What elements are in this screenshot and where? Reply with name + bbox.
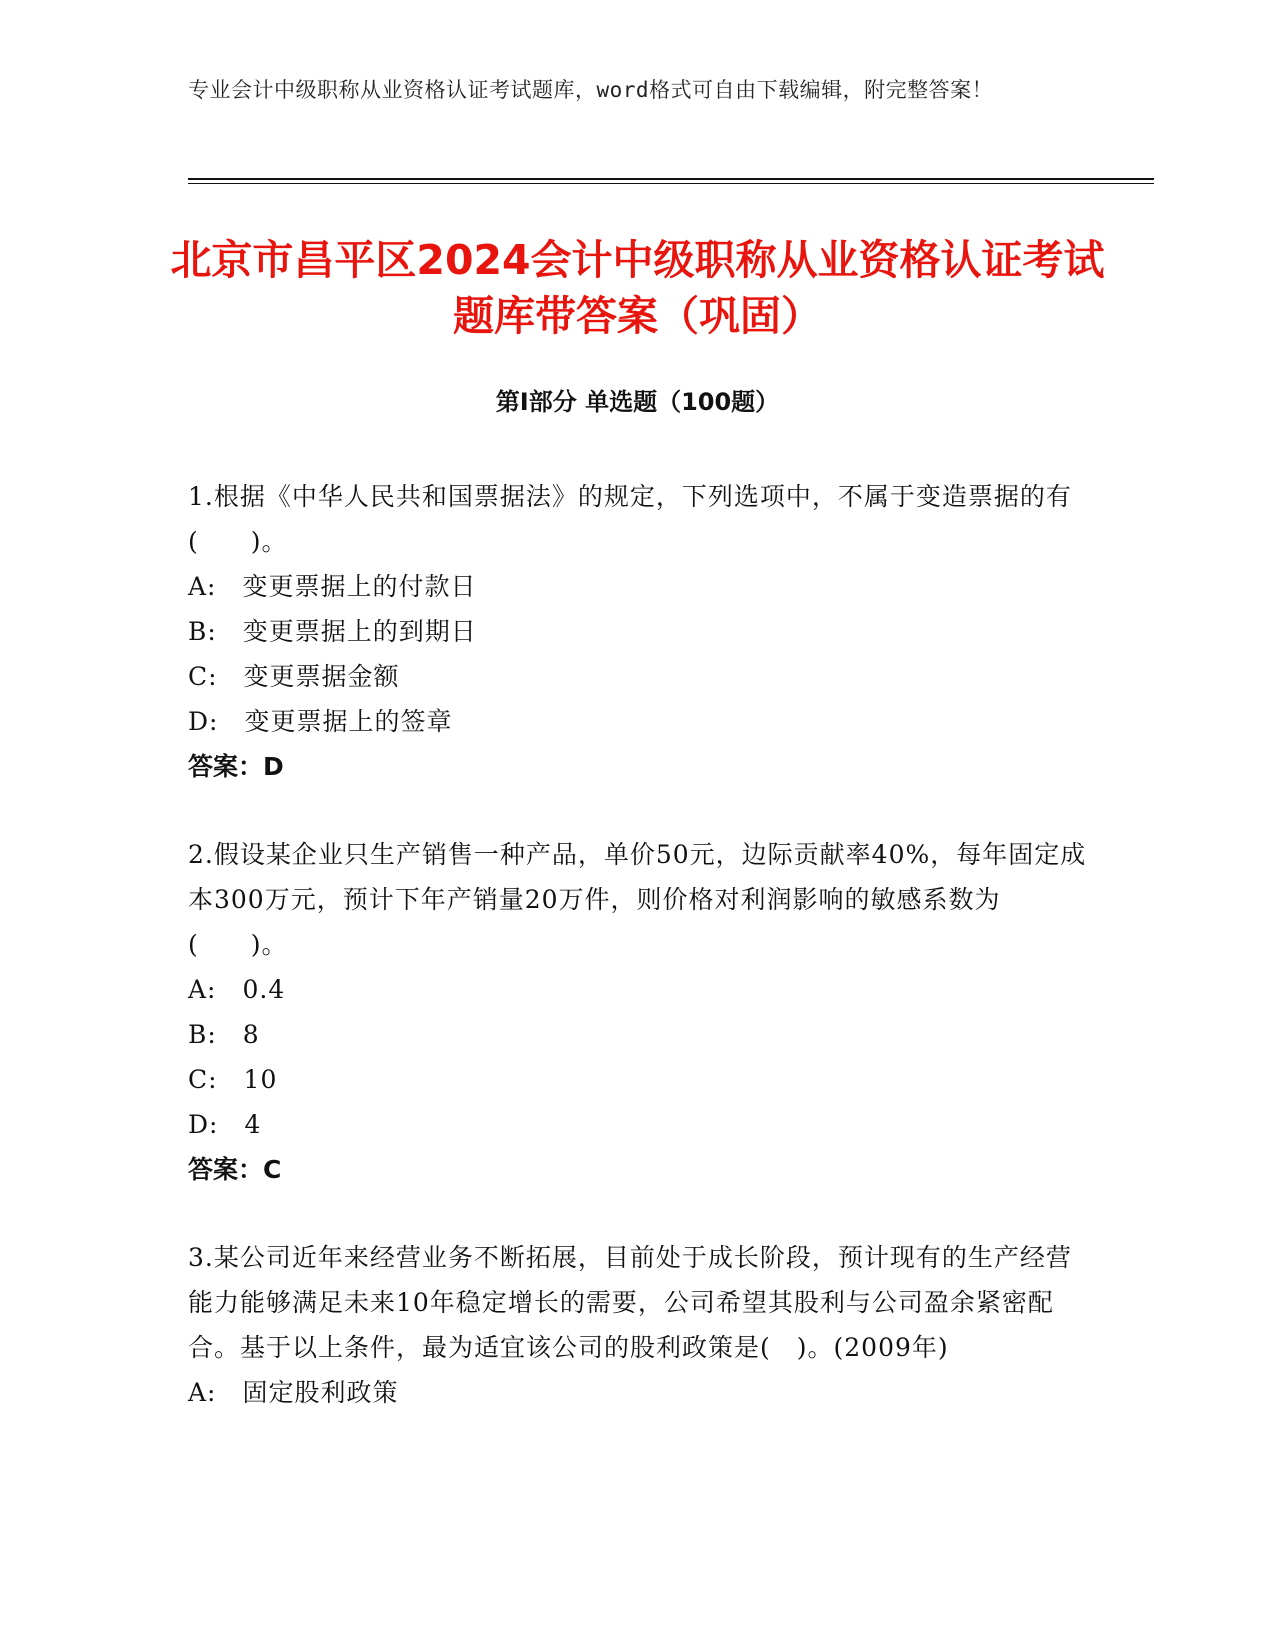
section-heading: 第Ⅰ部分 单选题（100题） <box>495 388 780 416</box>
question-list <box>188 474 1088 1458</box>
option-d: D: 变更票据上的签章 <box>188 707 453 736</box>
option-a: A: 固定股利政策 <box>188 1378 399 1407</box>
option-a: A: 0.4 <box>188 975 286 1004</box>
option-d: D: 4 <box>188 1110 262 1139</box>
question-1 <box>188 474 1088 789</box>
question-3 <box>188 1235 1088 1415</box>
header-divider-thick <box>188 178 1154 180</box>
answer-line: 答案：D <box>188 752 284 781</box>
question-stem: 1.根据《中华人民共和国票据法》的规定，下列选项中，不属于变造票据的有( )。 <box>188 482 1072 556</box>
header-divider-thin <box>188 183 1154 184</box>
option-b: B: 8 <box>188 1020 260 1049</box>
option-b: B: 变更票据上的到期日 <box>188 617 477 646</box>
header-note: 专业会计中级职称从业资格认证考试题库，word格式可自由下载编辑，附完整答案！ <box>188 78 994 102</box>
option-c: C: 变更票据金额 <box>188 662 400 691</box>
question-stem: 2.假设某企业只生产销售一种产品，单价50元，边际贡献率40%，每年固定成本300万元，预计下年产销量20万件，则价格对利润影响的敏感系数为( )。 <box>188 840 1087 959</box>
answer-line: 答案：C <box>188 1155 282 1184</box>
option-a: A: 变更票据上的付款日 <box>188 572 477 601</box>
document-title: 北京市昌平区2024会计中级职称从业资格认证考试题库带答案（巩固） <box>170 236 1105 340</box>
question-stem: 3.某公司近年来经营业务不断拓展，目前处于成长阶段，预计现有的生产经营能力能够满足未来10年稳定增长的需要，公司希望其股利与公司盈余紧密配合。基于以上条件，最为适宜该公司的股利政策是( )。(2009年) <box>188 1243 1072 1362</box>
question-2 <box>188 832 1088 1192</box>
option-c: C: 10 <box>188 1065 278 1094</box>
